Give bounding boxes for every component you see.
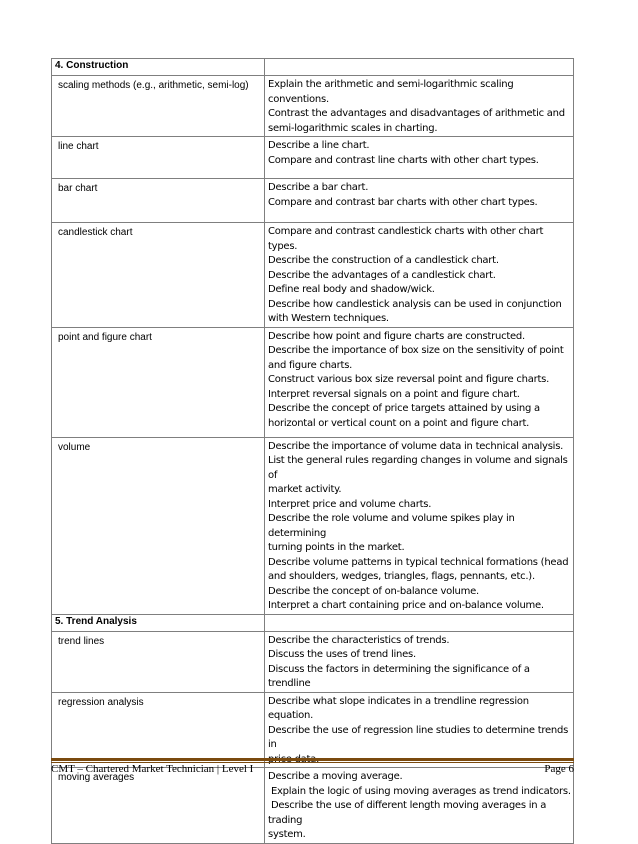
objectives-cell bbox=[265, 437, 574, 614]
objectives-cell bbox=[265, 179, 574, 223]
objectives-cell bbox=[265, 327, 574, 437]
curriculum-table-body bbox=[52, 59, 574, 844]
objective-line: Compare and contrast line charts with other chart types. bbox=[268, 154, 539, 166]
objective-line: Explain the arithmetic and semi-logarithmic scaling conventions. bbox=[268, 79, 517, 105]
page-number: Page 6 bbox=[544, 763, 574, 775]
table-row bbox=[52, 76, 574, 137]
objective-line: Describe what slope indicates in a trendline regression equation. bbox=[268, 695, 532, 721]
objective-line: Describe a line chart. bbox=[268, 140, 370, 151]
curriculum-table bbox=[51, 58, 574, 844]
objective-line: Describe the concept of price targets attained by using a bbox=[268, 403, 540, 414]
objective-line: Explain the logic of using moving averages as trend indicators. bbox=[268, 785, 571, 797]
topic-cell: volume bbox=[52, 437, 265, 614]
table-row bbox=[52, 327, 574, 437]
topic-cell: scaling methods (e.g., arithmetic, semi-log) bbox=[52, 76, 265, 137]
topic-cell: point and figure chart bbox=[52, 327, 265, 437]
objective-line: semi-logarithmic scales in charting. bbox=[268, 122, 438, 134]
objective-line: Describe a moving average. bbox=[268, 771, 403, 782]
objective-line: Describe the advantages of a candlestick chart. bbox=[268, 269, 496, 281]
objective-line: Interpret reversal signals on a point and figure chart. bbox=[268, 388, 520, 400]
section-title: 4. Construction bbox=[52, 59, 265, 76]
objective-line: Describe the use of regression line studies to determine trends in bbox=[268, 724, 572, 750]
topic-cell: trend lines bbox=[52, 631, 265, 692]
topic-cell: bar chart bbox=[52, 179, 265, 223]
objective-line: Discuss the uses of trend lines. bbox=[268, 649, 416, 660]
objective-line: Describe the use of different length moving averages in a trading bbox=[268, 800, 550, 826]
topic-cell: candlestick chart bbox=[52, 223, 265, 328]
section-header-row bbox=[52, 59, 574, 76]
objective-line: Describe the importance of volume data in technical analysis. bbox=[268, 440, 564, 452]
topic-cell: regression analysis bbox=[52, 692, 265, 768]
objective-line: Interpret price and volume charts. bbox=[268, 498, 432, 510]
objective-line: Define real body and shadow/wick. bbox=[268, 284, 435, 295]
section-title-empty-cell bbox=[265, 614, 574, 631]
section-header-row bbox=[52, 614, 574, 631]
objective-line: Describe the role volume and volume spikes play in determining bbox=[268, 513, 518, 539]
section-title: 5. Trend Analysis bbox=[52, 614, 265, 631]
objective-line: system. bbox=[268, 829, 306, 840]
objective-line: Describe the importance of box size on the sensitivity of point bbox=[268, 345, 564, 356]
objective-line: Describe the characteristics of trends. bbox=[268, 634, 450, 646]
table-row bbox=[52, 437, 574, 614]
objective-line: Describe volume patterns in typical technical formations (head bbox=[268, 556, 569, 568]
table-row bbox=[52, 137, 574, 179]
topic-cell: moving averages bbox=[52, 768, 265, 844]
objectives-cell bbox=[265, 631, 574, 692]
objectives-cell bbox=[265, 768, 574, 844]
objective-line: Describe how candlestick analysis can be used in conjunction bbox=[268, 298, 562, 310]
footer-title: CMT – Chartered Market Technician | Level I bbox=[51, 763, 254, 775]
objective-line: Compare and contrast candlestick charts with other chart types. bbox=[268, 226, 547, 252]
objective-line: Interpret a chart containing price and on-balance volume. bbox=[268, 600, 544, 611]
footer-rule bbox=[51, 758, 574, 761]
objective-line: with Western techniques. bbox=[268, 313, 389, 324]
objective-line: turning points in the market. bbox=[268, 542, 405, 553]
objective-line: Describe a bar chart. bbox=[268, 182, 369, 193]
objective-line: and shoulders, wedges, triangles, flags, pennants, etc.). bbox=[268, 571, 535, 582]
objective-line: Describe the construction of a candlestick chart. bbox=[268, 255, 499, 266]
objectives-cell bbox=[265, 223, 574, 328]
objective-line: List the general rules regarding changes in volume and signals of bbox=[268, 455, 571, 481]
objectives-cell bbox=[265, 692, 574, 768]
objective-line: Discuss the factors in determining the significance of a trendline bbox=[268, 663, 533, 689]
objective-line: Describe the concept of on-balance volume. bbox=[268, 585, 479, 597]
table-row bbox=[52, 692, 574, 768]
objective-line: Contrast the advantages and disadvantages of arithmetic and bbox=[268, 108, 565, 119]
objectives-cell bbox=[265, 137, 574, 179]
topic-cell: line chart bbox=[52, 137, 265, 179]
table-row bbox=[52, 631, 574, 692]
objective-line: Compare and contrast bar charts with other chart types. bbox=[268, 196, 538, 208]
objectives-cell bbox=[265, 76, 574, 137]
table-row bbox=[52, 223, 574, 328]
section-title-empty-cell bbox=[265, 59, 574, 76]
objective-line: horizontal or vertical count on a point and figure chart. bbox=[268, 417, 530, 429]
table-row bbox=[52, 768, 574, 844]
objective-line: market activity. bbox=[268, 484, 342, 495]
table-row bbox=[52, 179, 574, 223]
objective-line: Describe how point and figure charts are constructed. bbox=[268, 330, 525, 342]
objective-line: and figure charts. bbox=[268, 359, 353, 371]
objective-line: Construct various box size reversal point and figure charts. bbox=[268, 374, 550, 385]
